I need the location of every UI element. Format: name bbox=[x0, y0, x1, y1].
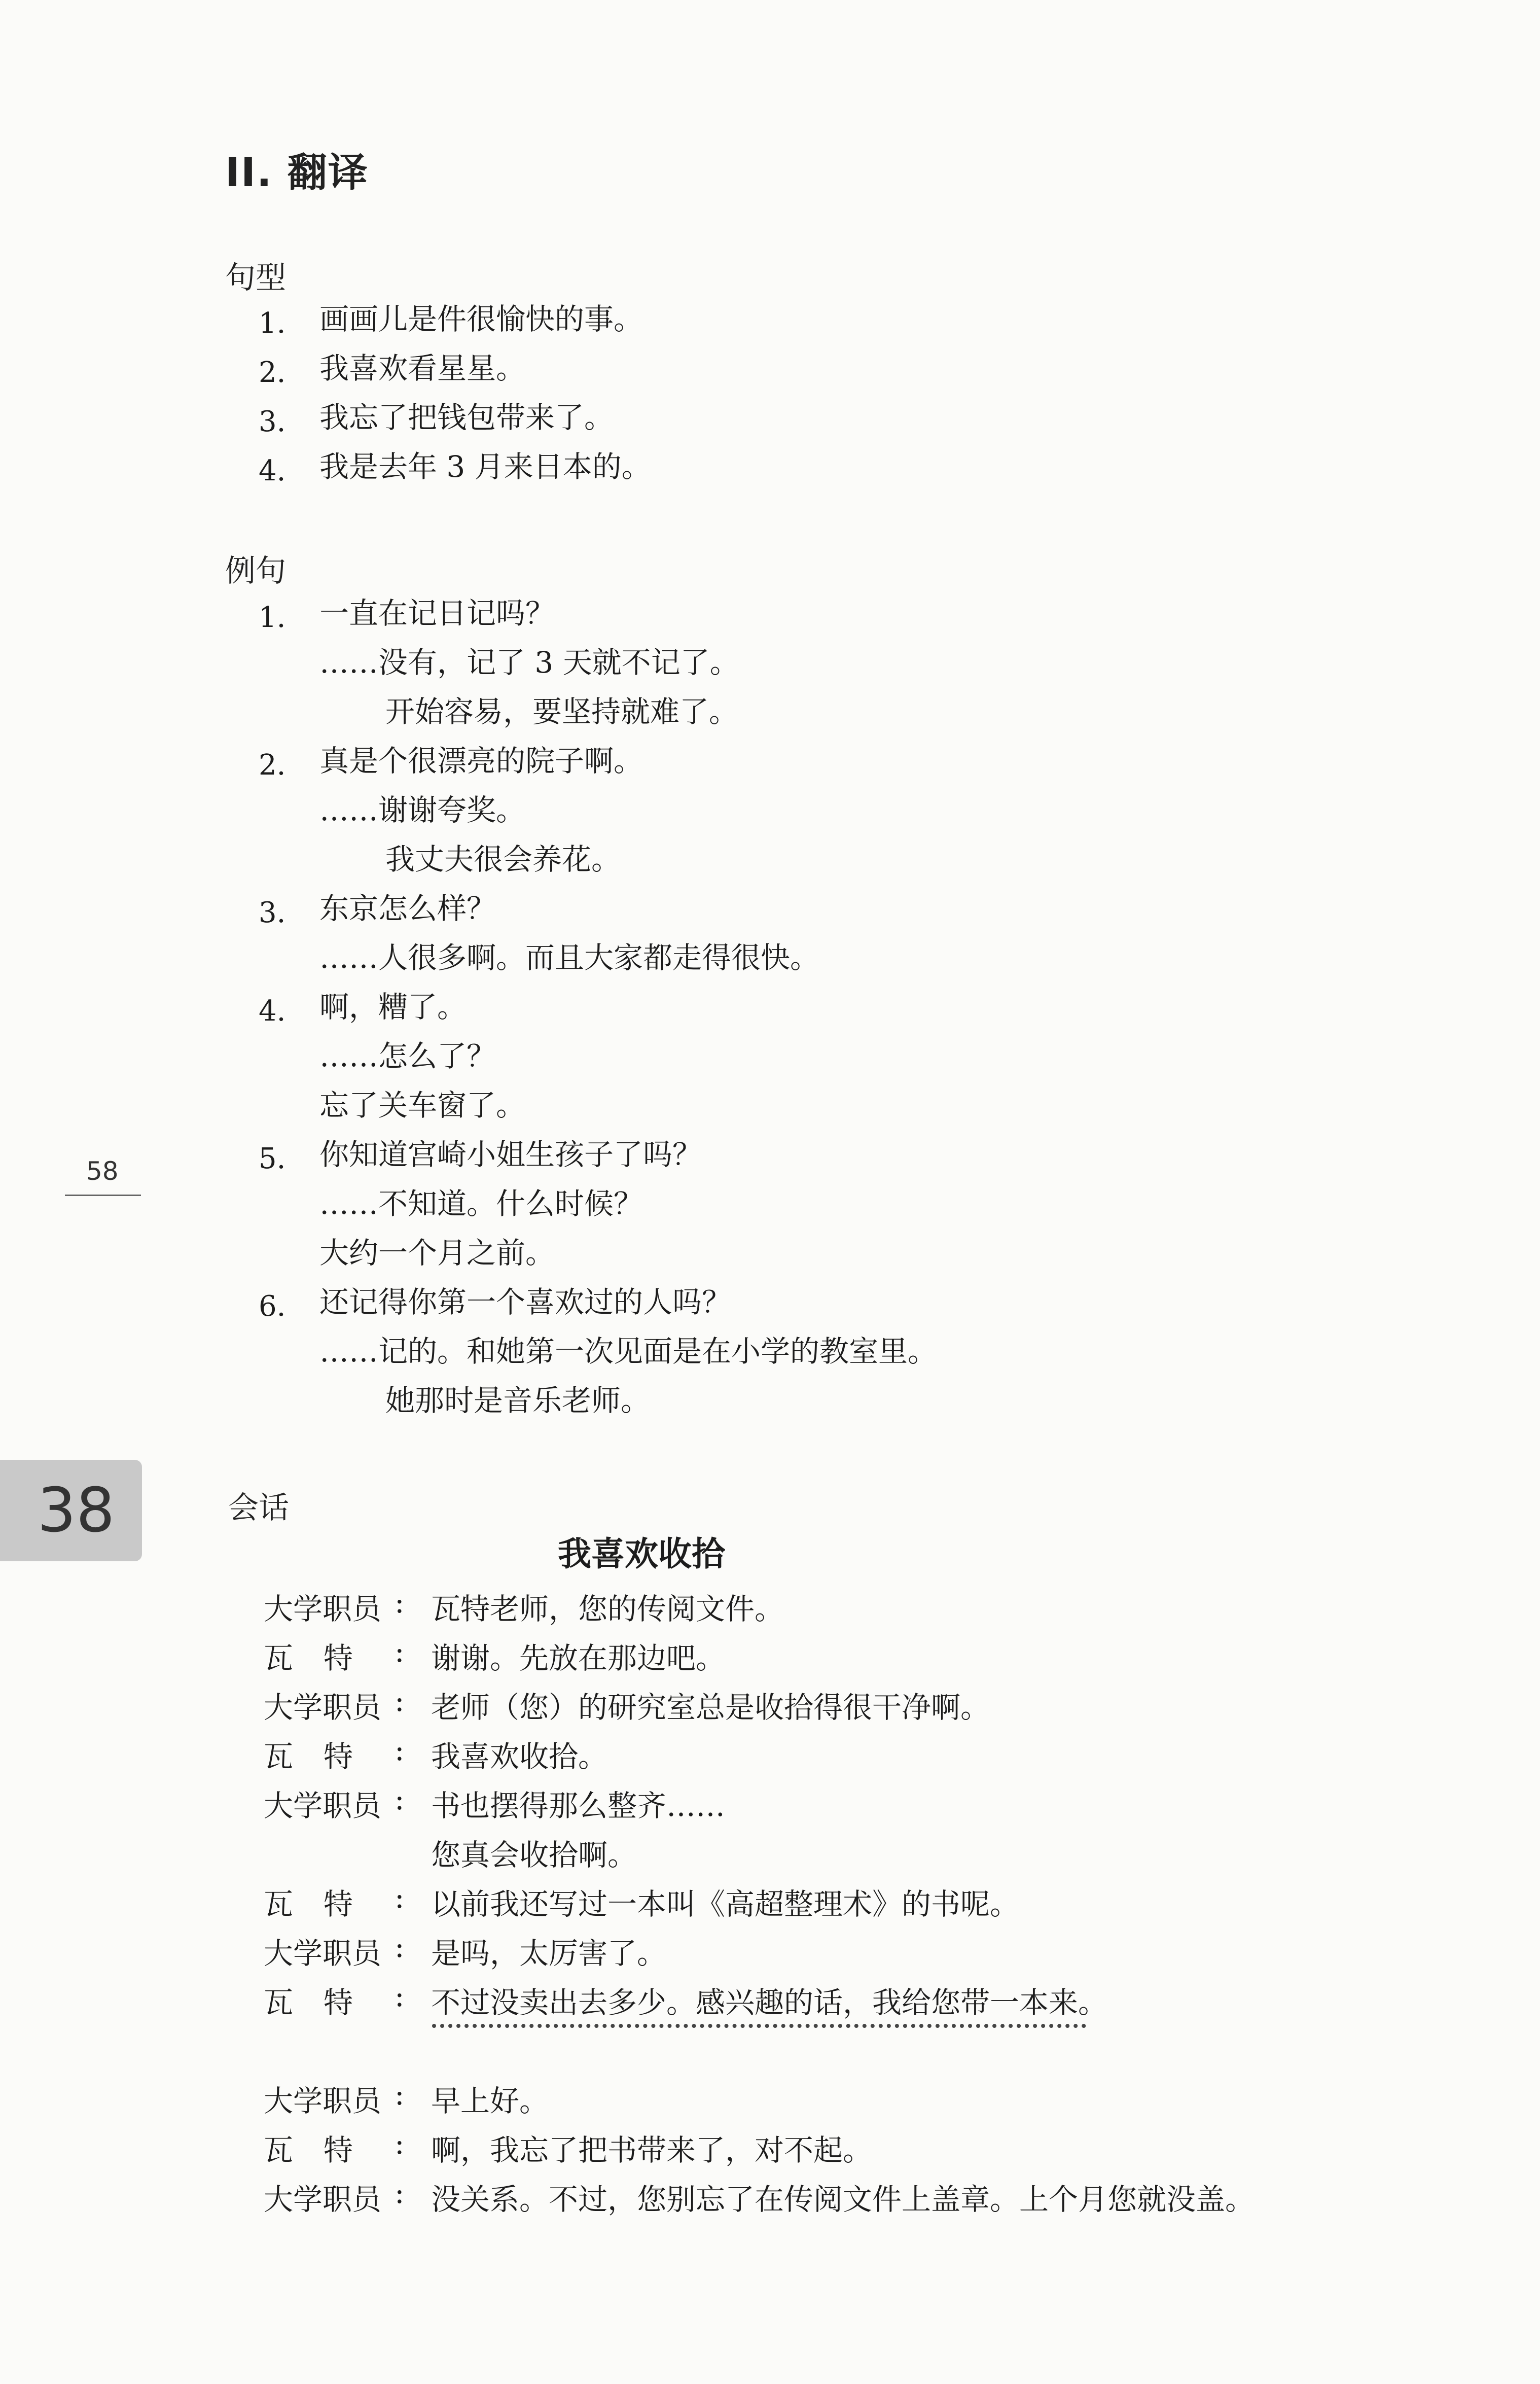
speaker-colon: : bbox=[395, 1634, 405, 1669]
speaker-colon: : bbox=[395, 1733, 405, 1767]
list-item-number: 2. bbox=[259, 356, 286, 389]
list-item-number: 1. bbox=[259, 601, 286, 634]
dialog-line: 我喜欢收拾。 bbox=[431, 1739, 608, 1774]
example-answer-cont: 我丈夫很会养花。 bbox=[385, 842, 621, 877]
speaker-colon: : bbox=[395, 1930, 405, 1964]
conversation-heading: 会话 bbox=[228, 1490, 289, 1526]
example-answer-cont: 她那时是音乐老师。 bbox=[385, 1383, 651, 1418]
example-answer: ……人很多啊。而且大家都走得很快。 bbox=[319, 940, 820, 975]
speaker-label: 瓦特 bbox=[264, 1739, 384, 1774]
list-item-number: 4. bbox=[259, 995, 286, 1028]
speaker-colon: : bbox=[395, 2077, 405, 2112]
example-answer: ……怎么了？ bbox=[319, 1039, 496, 1073]
examples-heading: 例句 bbox=[225, 553, 286, 589]
example-question: 东京怎么样？ bbox=[319, 891, 496, 926]
dialog-line: 瓦特老师，您的传阅文件。 bbox=[431, 1592, 784, 1626]
speaker-colon: : bbox=[395, 1880, 405, 1915]
list-item-number: 1. bbox=[259, 307, 286, 340]
dialog-line: 以前我还写过一本叫《高超整理术》的书呢。 bbox=[431, 1887, 1020, 1921]
dialog-line: 是吗，太厉害了。 bbox=[431, 1936, 667, 1971]
speaker-label: 大学职员 bbox=[264, 1936, 382, 1971]
page-number-rule bbox=[65, 1195, 141, 1196]
speaker-colon: : bbox=[395, 2176, 405, 2210]
example-question: 还记得你第一个喜欢过的人吗？ bbox=[319, 1285, 732, 1319]
example-question: 你知道宫崎小姐生孩子了吗？ bbox=[319, 1137, 702, 1172]
speaker-label: 瓦特 bbox=[264, 2133, 384, 2167]
conversation-title: 我喜欢收拾 bbox=[558, 1534, 725, 1573]
speaker-label: 瓦特 bbox=[264, 1887, 384, 1921]
list-item: 我忘了把钱包带来了。 bbox=[319, 400, 614, 435]
list-item-number: 2. bbox=[259, 749, 286, 782]
speaker-label: 大学职员 bbox=[264, 1592, 382, 1626]
dialog-line: 您真会收拾啊。 bbox=[431, 1838, 637, 1872]
speaker-label: 瓦特 bbox=[264, 1985, 384, 2020]
list-item-number: 5. bbox=[259, 1142, 286, 1175]
example-question: 真是个很漂亮的院子啊。 bbox=[319, 744, 643, 778]
list-item-number: 3. bbox=[259, 405, 286, 438]
list-item: 画画儿是件很愉快的事。 bbox=[319, 302, 643, 336]
speaker-colon: : bbox=[395, 2126, 405, 2161]
chapter-tab bbox=[0, 1460, 142, 1561]
example-answer: ……谢谢夸奖。 bbox=[319, 793, 526, 827]
list-item: 我是去年 3 月来日本的。 bbox=[319, 449, 651, 484]
speaker-label: 瓦特 bbox=[264, 1641, 384, 1675]
speaker-label: 大学职员 bbox=[264, 1690, 382, 1725]
chapter-number: 38 bbox=[37, 1475, 115, 1546]
page-number: 58 bbox=[86, 1156, 119, 1186]
sentence-patterns-heading: 句型 bbox=[225, 260, 286, 296]
dialog-line: 没关系。不过，您别忘了在传阅文件上盖章。上个月您就没盖。 bbox=[431, 2182, 1255, 2217]
speaker-label: 大学职员 bbox=[264, 2182, 382, 2217]
example-question: 一直在记日记吗？ bbox=[319, 596, 555, 630]
example-answer-cont: 忘了关车窗了。 bbox=[319, 1088, 526, 1123]
dialog-line: 老师（您）的研究室总是收拾得很干净啊。 bbox=[431, 1690, 990, 1725]
example-answer: ……不知道。什么时候？ bbox=[319, 1186, 643, 1221]
dialog-line: 早上好。 bbox=[431, 2084, 549, 2118]
example-answer: ……没有，记了 3 天就不记了。 bbox=[319, 645, 739, 680]
list-item-number: 4. bbox=[259, 454, 286, 487]
list-item: 我喜欢看星星。 bbox=[319, 351, 526, 385]
dialog-line: 啊，我忘了把书带来了，对不起。 bbox=[431, 2133, 873, 2167]
speaker-colon: : bbox=[395, 1979, 405, 2013]
example-question: 啊，糟了。 bbox=[319, 990, 467, 1024]
example-answer-cont: 开始容易，要坚持就难了。 bbox=[385, 694, 739, 729]
scene-separator bbox=[432, 2024, 1086, 2028]
speaker-colon: : bbox=[395, 1684, 405, 1718]
section-title: II. 翻译 bbox=[225, 150, 369, 196]
speaker-colon: : bbox=[395, 1782, 405, 1816]
dialog-line: 不过没卖出去多少。感兴趣的话，我给您带一本来。 bbox=[431, 1985, 1108, 2020]
dialog-line: 谢谢。先放在那边吧。 bbox=[431, 1641, 726, 1675]
speaker-colon: : bbox=[395, 1585, 405, 1620]
example-answer: ……记的。和她第一次见面是在小学的教室里。 bbox=[319, 1334, 938, 1369]
list-item-number: 3. bbox=[259, 896, 286, 929]
example-answer-cont: 大约一个月之前。 bbox=[319, 1236, 555, 1270]
speaker-label: 大学职员 bbox=[264, 1789, 382, 1823]
speaker-label: 大学职员 bbox=[264, 2084, 382, 2118]
dialog-line: 书也摆得那么整齐…… bbox=[431, 1789, 726, 1823]
list-item-number: 6. bbox=[259, 1290, 286, 1323]
